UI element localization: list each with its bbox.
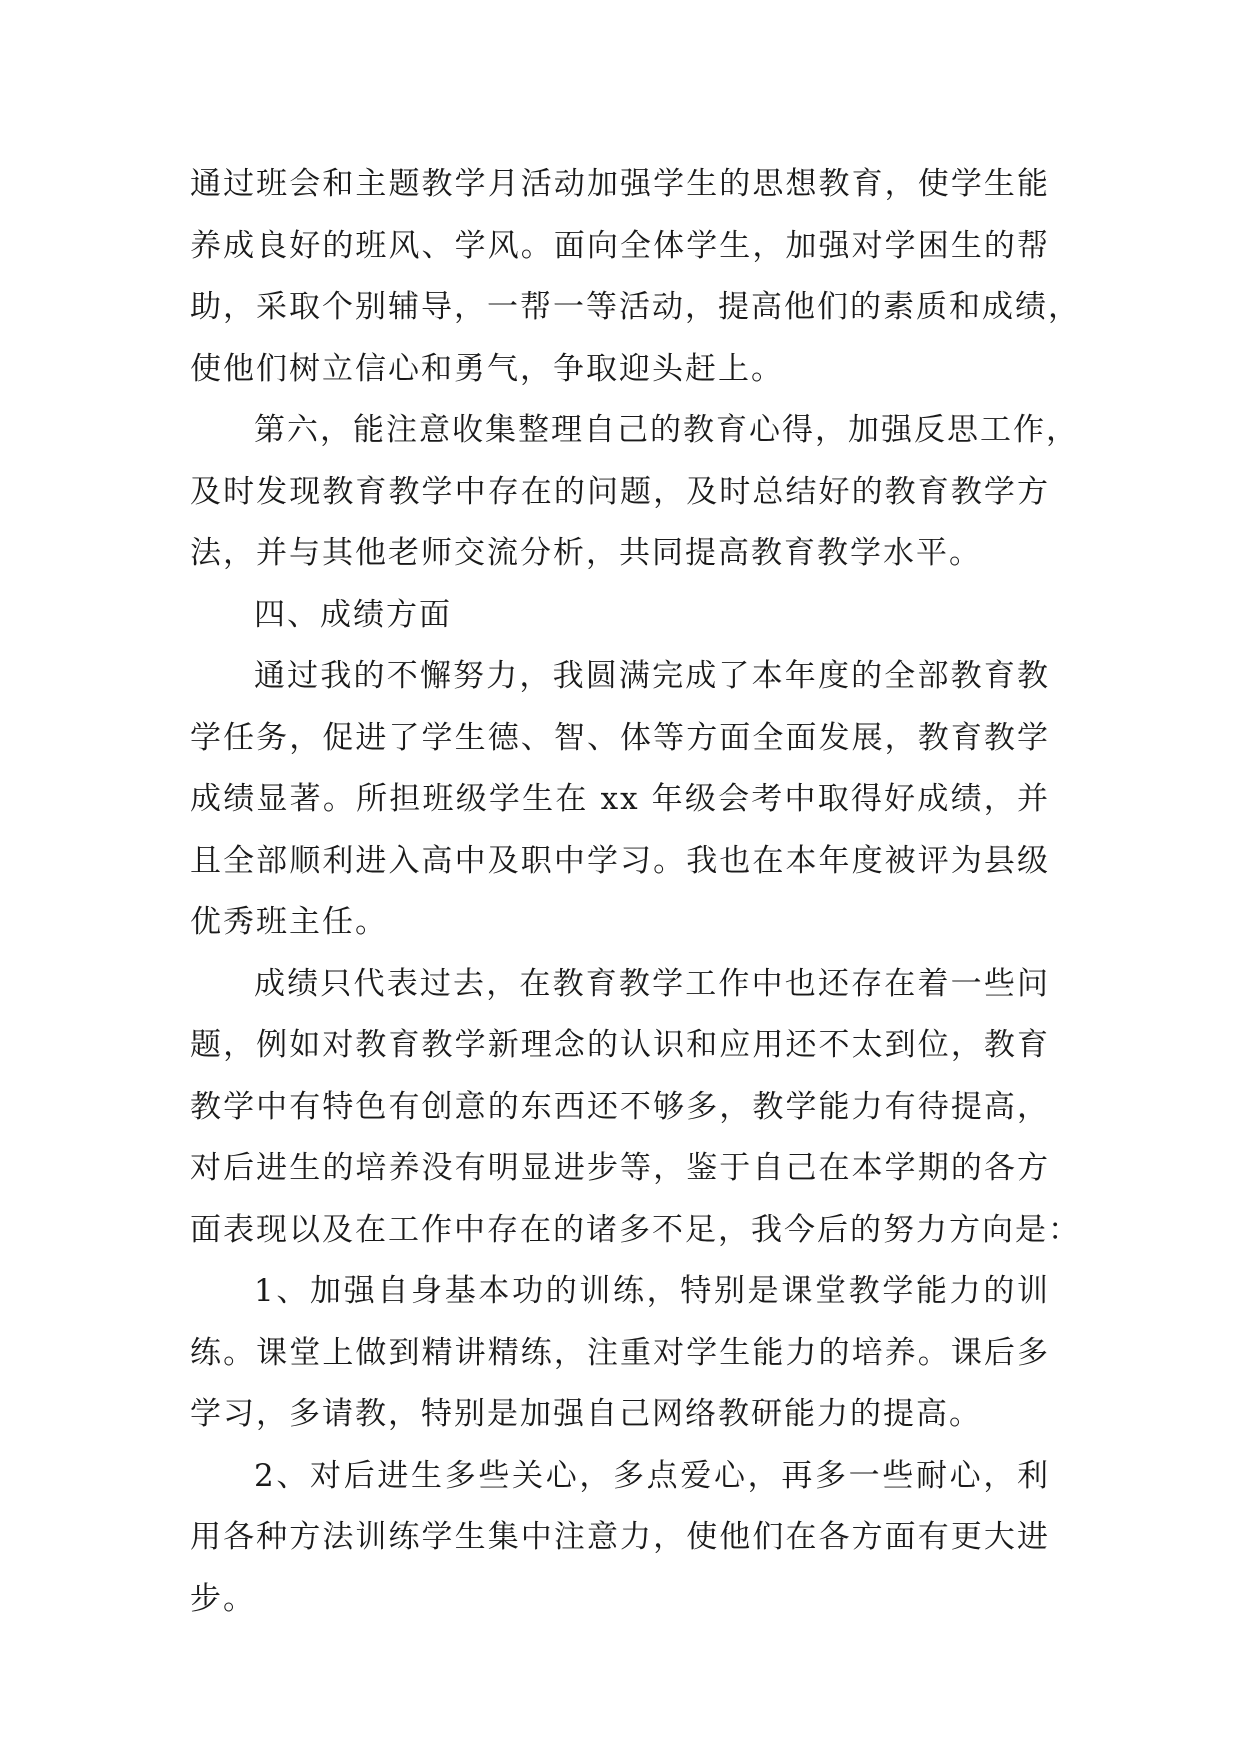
text-line: 学习，多请教，特别是加强自己网络教研能力的提高。 (190, 1396, 982, 1432)
text-line: 通过班会和主题教学月活动加强学生的思想教育，使学生能 (190, 166, 1050, 202)
text-line: 及时发现教育教学中存在的问题，及时总结好的教育教学方 (190, 473, 1050, 510)
text-line: 教学中有特色有创意的东西还不够多，教学能力有待提高， (190, 1088, 1050, 1125)
text-line: 对后进生的培养没有明显进步等，鉴于自己在本学期的各方 (190, 1150, 1050, 1186)
text-line: 学任务，促进了学生德、智、体等方面全面发展，教育教学 (190, 719, 1050, 756)
paragraph-first-line: 成绩只代表过去，在教育教学工作中也还存在着一些问 (254, 965, 1050, 1002)
paragraph-first-line: 第六，能注意收集整理自己的教育心得，加强反思工作， (254, 412, 1079, 448)
text-line: 用各种方法训练学生集中注意力，使他们在各方面有更大进 (190, 1519, 1050, 1555)
section-heading: 四、成绩方面 (254, 596, 452, 633)
document-body (190, 154, 1081, 1630)
text-line: 助，采取个别辅导，一帮一等活动，提高他们的素质和成绩， (190, 289, 1081, 325)
text-line: 面表现以及在工作中存在的诸多不足，我今后的努力方向是： (190, 1211, 1081, 1248)
text-line: 步。 (190, 1580, 256, 1617)
text-line: 题，例如对教育教学新理念的认识和应用还不太到位，教育 (190, 1027, 1050, 1063)
text-line: 且全部顺利进入高中及职中学习。我也在本年度被评为县级 (190, 842, 1050, 879)
text-line: 优秀班主任。 (190, 904, 388, 940)
text-line: 养成良好的班风、学风。面向全体学生，加强对学困生的帮 (190, 227, 1050, 264)
text-line: 法，并与其他老师交流分析，共同提高教育教学水平。 (190, 535, 982, 571)
list-item-first-line: 2、对后进生多些关心，多点爱心，再多一些耐心，利 (254, 1457, 1050, 1494)
paragraph-first-line: 通过我的不懈努力，我圆满完成了本年度的全部教育教 (254, 658, 1050, 694)
text-line: 成绩显著。所担班级学生在 xx 年级会考中取得好成绩，并 (190, 781, 1050, 817)
text-line: 练。课堂上做到精讲精练，注重对学生能力的培养。课后多 (190, 1334, 1050, 1371)
list-item-first-line: 1、加强自身基本功的训练，特别是课堂教学能力的训 (254, 1273, 1050, 1309)
text-line: 使他们树立信心和勇气，争取迎头赶上。 (190, 350, 784, 387)
